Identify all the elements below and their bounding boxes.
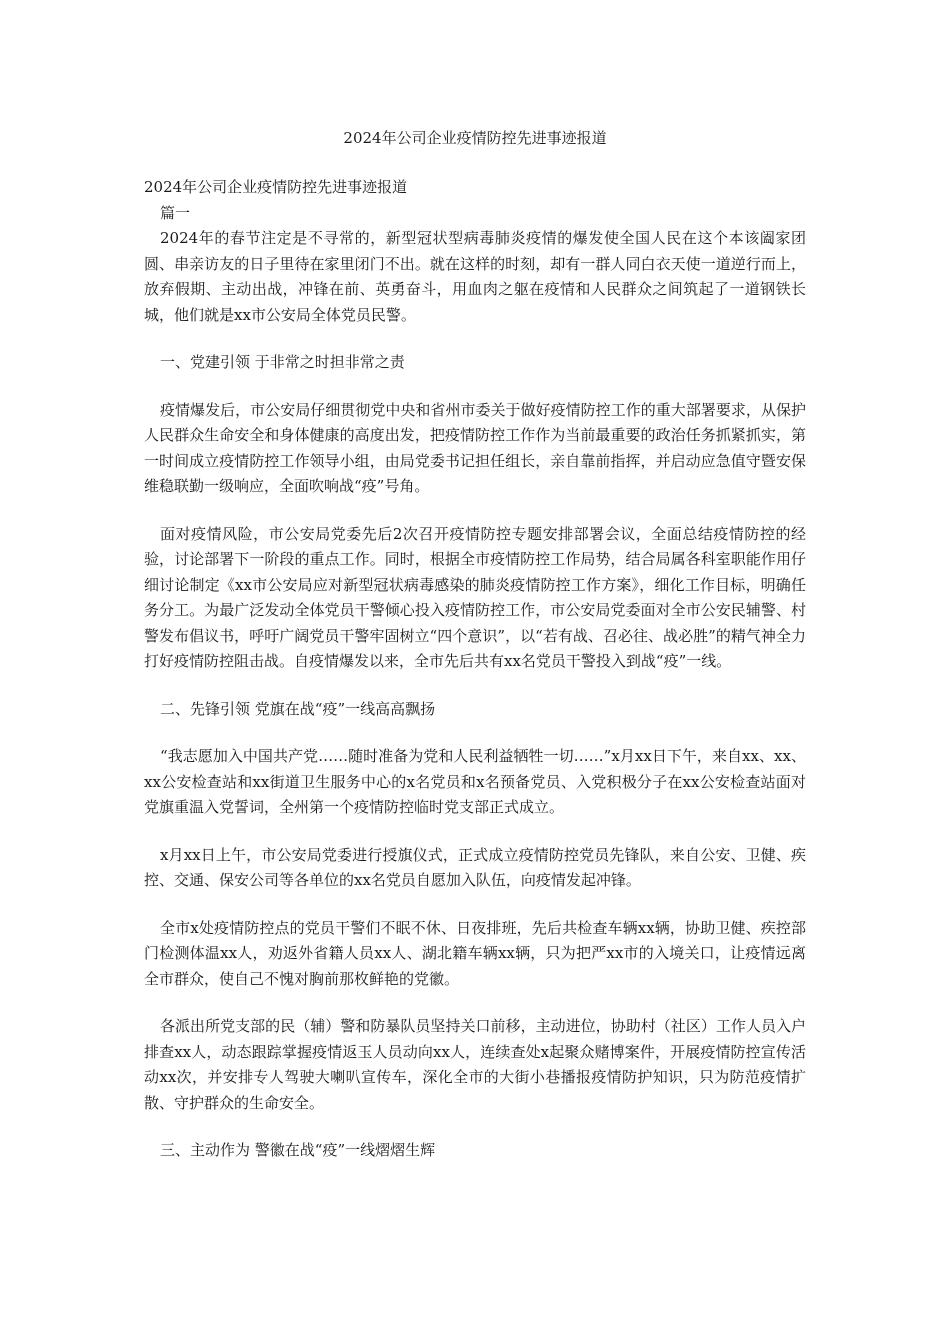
section-heading-1: 一、党建引领 于非常之时担非常之责 <box>160 353 405 371</box>
paragraph: “我志愿加入中国共产党……随时准备为党和人民利益牺牲一切……”x月xx日下午，来自xx、xx、xx公安检查站和xx街道卫生服务中心的x名党员和x名预备党员、入党积极分子在xx公安检查站面对党旗重温入党誓词，全州第一个疫情防控临时党支部正式成立。 <box>144 747 806 816</box>
paragraph: 各派出所党支部的民（辅）警和防暴队员坚持关口前移，主动进位，协助村（社区）工作人员入户排查xx人，动态跟踪掌握疫情返玉人员动向xx人，连续查处x起聚众赌博案件，开展疫情防控宣传活动xx次，并安排专人驾驶大喇叭宣传车，深化全市的大街小巷播报疫情防护知识，只为防范疫情扩散、守护群众的生命安全。 <box>144 1017 806 1112</box>
document-body <box>144 175 806 1164</box>
document-subtitle: 2024年公司企业疫情防控先进事迹报道 <box>144 178 408 196</box>
section-heading-3: 三、主动作为 警徽在战“疫”一线熠熠生辉 <box>160 1141 436 1159</box>
paragraph: x月xx日上午，市公安局党委进行授旗仪式，正式成立疫情防控党员先锋队，来自公安、卫健、疾控、交通、保安公司等各单位的xx名党员自愿加入队伍，向疫情发起冲锋。 <box>144 845 806 889</box>
paragraph: 全市x处疫情防控点的党员干警们不眠不休、日夜排班，先后共检查车辆xx辆，协助卫健、疾控部门检测体温xx人，劝返外省籍人员xx人、湖北籍车辆xx辆，只为把严xx市的入境关口，让疫情远离全市群众，使自己不愧对胸前那枚鲜艳的党徽。 <box>144 918 806 988</box>
document-title: 2024年公司企业疫情防控先进事迹报道 <box>343 129 607 147</box>
section-heading-2: 二、先锋引领 党旗在战“疫”一线高高飘扬 <box>160 699 436 718</box>
paragraph: 面对疫情风险，市公安局党委先后2次召开疫情防控专题安排部署会议，全面总结疫情防控的经验，讨论部署下一阶段的重点工作。同时，根据全市疫情防控工作局势，结合局属各科室职能作用仔细讨论制定《xx市公安局应对新型冠状病毒感染的肺炎疫情防控工作方案》，细化工作目标，明确任务分工。为最广泛发动全体党员干警倾心投入疫情防控工作，市公安局党委面对全市公安民辅警、村警发布倡议书，呼吁广阔党员干警牢固树立“四个意识”，以“若有战、召必往、战必胜”的精气神全力打好疫情防控阻击战。自疫情爆发以来，全市先后共有xx名党员干警投入到战“疫”一线。 <box>144 524 806 670</box>
paragraph: 疫情爆发后，市公安局仔细贯彻党中央和省州市委关于做好疫情防控工作的重大部署要求，从保护人民群众生命安全和身体健康的高度出发，把疫情防控工作作为当前最重要的政治任务抓紧抓实，第一时间成立疫情防控工作领导小组，由局党委书记担任组长，亲自靠前指挥，并启动应急值守暨安保维稳联勤一级响应，全面吹响战“疫”号角。 <box>144 400 806 495</box>
part-label: 篇一 <box>160 203 191 222</box>
paragraph-intro: 2024年的春节注定是不寻常的，新型冠状型病毒肺炎疫情的爆发使全国人民在这个本该阖家团圆、串亲访友的日子里待在家里闭门不出。就在这样的时刻，却有一群人同白衣天使一道逆行而上，放弃假期、主动出战，冲锋在前、英勇奋斗，用血肉之躯在疫情和人民群众之间筑起了一道钢铁长城，他们就是xx市公安局全体党员民警。 <box>144 229 806 324</box>
